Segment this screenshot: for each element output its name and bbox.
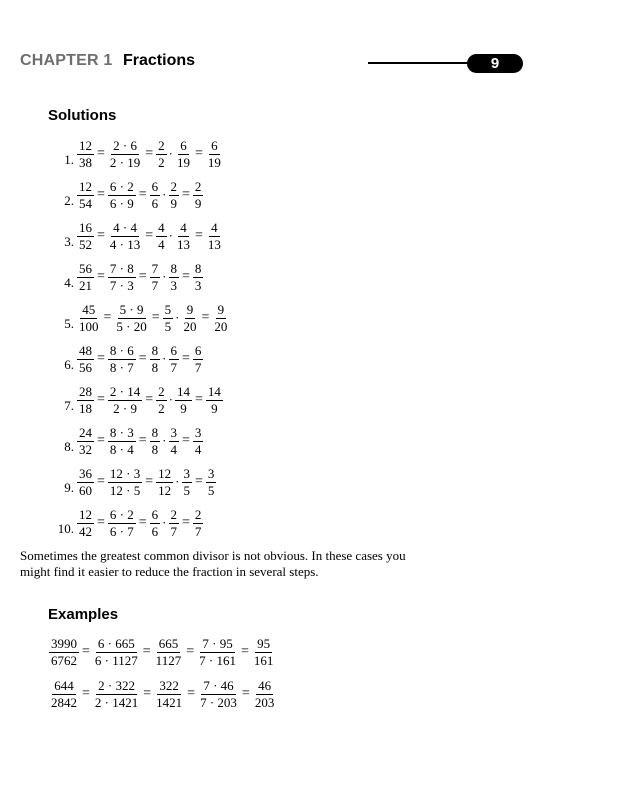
denominator: 13 [207,236,221,252]
times-sign: · [162,433,167,448]
denominator: 3 [194,277,202,293]
times-sign: · [175,474,180,489]
denominator: 5 [183,482,190,498]
fraction-reduced [192,507,205,540]
fraction-reduced [205,220,224,253]
fraction-remaining [168,261,181,294]
fraction-refactored [197,678,240,711]
numerator: 322 [159,677,179,693]
numerator: 6 [194,342,202,358]
fraction-factored [107,220,143,253]
denominator: 203 [254,694,275,710]
example-item [48,634,276,670]
solution-number: 1. [64,152,74,167]
denominator: 6 · 9 [109,195,134,211]
numerator: 3 [170,424,177,440]
denominator: 8 · 4 [109,441,134,457]
solution-item [38,177,204,213]
chapter-label: CHAPTER 1 [20,52,113,69]
denominator: 3 [170,277,177,293]
numerator: 4 [180,219,187,235]
solution-item [38,423,204,459]
denominator: 7 [151,277,159,293]
solution-item [38,505,204,541]
fraction-common-factor [149,343,162,376]
denominator: 9 [211,400,218,416]
numerator: 6 [151,178,159,194]
numerator: 2 · 322 [98,677,135,693]
denominator: 9 [170,195,177,211]
fraction-original [76,384,95,417]
equals-sign: = [138,187,147,202]
fraction-original [76,425,95,458]
numerator: 8 · 6 [109,342,134,358]
fraction-remaining [174,220,193,253]
equals-sign: = [182,515,190,530]
numerator: 3 [207,465,215,481]
fraction-factored [107,425,137,458]
fraction-original [76,343,95,376]
numerator: 95 [257,635,271,651]
fraction-step [153,636,185,669]
equals-sign: = [145,146,154,161]
numerator: 8 · 3 [109,424,134,440]
fraction-factored [107,466,143,499]
equals-sign: = [195,474,203,489]
denominator: 60 [79,482,92,498]
denominator: 7 [170,523,177,539]
denominator: 5 · 20 [116,318,147,334]
denominator: 4 [194,441,202,457]
numerator: 2 · 14 [109,383,141,399]
denominator: 18 [79,400,92,416]
equals-sign: = [195,146,203,161]
fraction-remaining [168,179,181,212]
denominator: 161 [253,652,274,668]
fraction-original [76,261,95,294]
fraction-remaining [181,302,200,335]
fraction-reduced [205,466,218,499]
equals-sign: = [186,644,195,659]
fraction-common-factor [149,507,162,540]
times-sign: · [168,146,173,161]
numerator: 12 [79,178,92,194]
equals-sign: = [240,644,249,659]
fraction-reduced [192,179,205,212]
fraction-factored [107,179,137,212]
numerator: 5 [164,301,172,317]
numerator: 9 [186,301,194,317]
denominator: 56 [79,359,92,375]
denominator: 1127 [155,652,182,668]
denominator: 4 · 13 [109,236,141,252]
denominator: 2 [158,154,165,170]
equals-sign: = [82,644,90,659]
equals-sign: = [97,351,105,366]
fraction-common-factor [155,466,174,499]
numerator: 3 [183,465,190,481]
numerator: 644 [54,677,74,693]
fraction-reduced [192,261,205,294]
numerator: 6 [170,342,177,358]
equals-sign: = [182,433,190,448]
denominator: 2 · 19 [109,154,141,170]
fraction-original [76,179,95,212]
denominator: 100 [79,318,99,334]
fraction-original [76,302,102,335]
numerator: 6 · 2 [109,506,134,522]
denominator: 38 [79,154,92,170]
equals-sign: = [97,474,105,489]
denominator: 2 · 1421 [94,694,139,710]
numerator: 2 [194,506,202,522]
numerator: 12 [158,465,172,481]
solution-item [38,136,224,172]
solution-item [38,464,217,500]
equals-sign: = [187,686,196,701]
denominator: 6 · 7 [109,523,134,539]
denominator: 7 [170,359,177,375]
fraction-refactored [196,636,239,669]
solution-item [38,300,230,336]
times-sign: · [175,310,180,325]
equals-sign: = [142,644,151,659]
numerator: 6 · 665 [97,635,135,651]
denominator: 5 [207,482,215,498]
denominator: 19 [177,154,190,170]
equals-sign: = [97,433,105,448]
fraction-factored [107,343,137,376]
denominator: 4 [158,236,165,252]
numerator: 9 [217,301,225,317]
numerator: 7 [151,260,159,276]
denominator: 7 · 161 [199,652,236,668]
fraction-remaining [174,384,193,417]
denominator: 6762 [51,652,77,668]
denominator: 6 [151,195,159,211]
denominator: 4 [170,441,177,457]
fraction-reduced [192,343,205,376]
examples-heading: Examples [48,606,119,623]
numerator: 12 [79,137,92,153]
solution-number: 5. [64,316,74,331]
denominator: 20 [183,318,197,334]
denominator: 21 [79,277,92,293]
denominator: 7 · 203 [200,694,237,710]
solution-item [38,341,204,377]
equals-sign: = [97,228,105,243]
numerator: 45 [82,301,96,317]
denominator: 8 · 7 [109,359,134,375]
solution-number: 8. [64,439,74,454]
fraction-remaining [181,466,194,499]
fraction-reduced [251,636,277,669]
numerator: 14 [177,383,190,399]
fraction-factored [113,302,149,335]
denominator: 2842 [51,694,77,710]
equals-sign: = [182,351,190,366]
solution-number: 10. [57,521,74,536]
numerator: 2 [170,178,177,194]
denominator: 54 [79,195,92,211]
fraction-original [48,636,80,669]
equals-sign: = [145,228,154,243]
paragraph [20,548,460,580]
numerator: 6 · 2 [109,178,134,194]
equals-sign: = [82,686,90,701]
equals-sign: = [182,187,190,202]
equals-sign: = [182,269,190,284]
times-sign: · [168,228,173,243]
numerator: 4 [158,219,165,235]
denominator: 7 [194,359,202,375]
denominator: 42 [79,523,92,539]
equals-sign: = [138,351,147,366]
example-item [48,676,277,712]
numerator: 4 [211,219,218,235]
denominator: 2 · 9 [113,400,137,416]
solution-item [38,218,224,254]
numerator: 7 · 95 [202,635,233,651]
fraction-original [76,220,95,253]
numerator: 14 [207,383,221,399]
fraction-common-factor [162,302,175,335]
fraction-reduced [205,384,224,417]
numerator: 4 · 4 [113,219,137,235]
denominator: 19 [207,154,221,170]
numerator: 2 [194,178,202,194]
denominator: 6 [151,523,159,539]
denominator: 32 [79,441,92,457]
numerator: 8 [151,342,159,358]
denominator: 12 · 5 [109,482,141,498]
numerator: 2 [158,137,165,153]
denominator: 13 [177,236,190,252]
fraction-factored [107,138,143,171]
times-sign: · [162,515,167,530]
numerator: 7 · 8 [109,260,134,276]
solution-number: 6. [64,357,74,372]
fraction-reduced [252,678,278,711]
denominator: 20 [214,318,228,334]
denominator: 12 [158,482,172,498]
fraction-remaining [168,507,181,540]
fraction-common-factor [149,425,162,458]
numerator: 3 [194,424,202,440]
equals-sign: = [138,433,147,448]
numerator: 8 [194,260,202,276]
equals-sign: = [145,392,154,407]
fraction-step [153,678,185,711]
numerator: 2 [158,383,165,399]
solution-number: 4. [64,275,74,290]
numerator: 8 [151,424,159,440]
solution-item [38,382,224,418]
paragraph-line-1: Sometimes the greatest common divisor is not obvious. In these cases you [20,548,406,563]
equals-sign: = [138,269,147,284]
equals-sign: = [97,392,105,407]
denominator: 8 [151,441,159,457]
fraction-original [48,678,80,711]
equals-sign: = [195,392,203,407]
numerator: 2 [170,506,177,522]
header-rule [368,62,478,64]
numerator: 16 [79,219,92,235]
denominator: 7 · 3 [109,277,134,293]
denominator: 9 [180,400,187,416]
paragraph-line-2: might find it easier to reduce the fraction in several steps. [20,564,319,579]
denominator: 9 [194,195,202,211]
fraction-common-factor [155,138,168,171]
equals-sign: = [145,474,154,489]
times-sign: · [162,187,167,202]
numerator: 12 · 3 [109,465,141,481]
solution-item [38,259,204,295]
numerator: 7 · 46 [203,677,234,693]
fraction-factored [107,261,137,294]
numerator: 2 · 6 [113,137,137,153]
fraction-remaining [168,425,181,458]
times-sign: · [162,269,167,284]
solution-number: 9. [64,480,74,495]
denominator: 8 [151,359,159,375]
fraction-reduced [205,138,224,171]
times-sign: · [168,392,173,407]
numerator: 665 [158,635,179,651]
denominator: 1421 [156,694,183,710]
equals-sign: = [97,515,105,530]
denominator: 52 [79,236,92,252]
numerator: 48 [79,342,92,358]
denominator: 2 [158,400,165,416]
numerator: 56 [79,260,92,276]
equals-sign: = [138,515,147,530]
solution-number: 7. [64,398,74,413]
times-sign: · [162,351,167,366]
equals-sign: = [201,310,210,325]
solution-number: 2. [64,193,74,208]
equals-sign: = [195,228,203,243]
equals-sign: = [97,146,105,161]
solution-number: 3. [64,234,74,249]
fraction-common-factor [149,261,162,294]
fraction-factored [107,384,143,417]
numerator: 28 [79,383,92,399]
fraction-original [76,138,95,171]
equals-sign: = [97,187,105,202]
fraction-factored [92,636,141,669]
numerator: 6 [180,137,187,153]
fraction-reduced [192,425,205,458]
chapter-title: Fractions [123,52,196,69]
numerator: 12 [79,506,92,522]
fraction-remaining [174,138,193,171]
fraction-remaining [168,343,181,376]
equals-sign: = [103,310,112,325]
solutions-heading: Solutions [48,107,117,124]
page-number-badge: 9 [467,54,523,73]
numerator: 6 [211,137,218,153]
fraction-common-factor [155,384,168,417]
numerator: 6 [151,506,159,522]
numerator: 3990 [51,635,77,651]
numerator: 5 · 9 [119,301,144,317]
fraction-common-factor [155,220,168,253]
fraction-factored [92,678,141,711]
fraction-factored [107,507,137,540]
equals-sign: = [143,686,152,701]
fraction-reduced [211,302,230,335]
equals-sign: = [97,269,105,284]
numerator: 46 [258,677,272,693]
fraction-common-factor [149,179,162,212]
denominator: 7 [194,523,202,539]
fraction-original [76,507,95,540]
denominator: 6 · 1127 [94,652,138,668]
numerator: 36 [79,465,92,481]
denominator: 5 [164,318,172,334]
equals-sign: = [151,310,160,325]
numerator: 24 [79,424,92,440]
fraction-original [76,466,95,499]
numerator: 8 [170,260,177,276]
equals-sign: = [241,686,250,701]
